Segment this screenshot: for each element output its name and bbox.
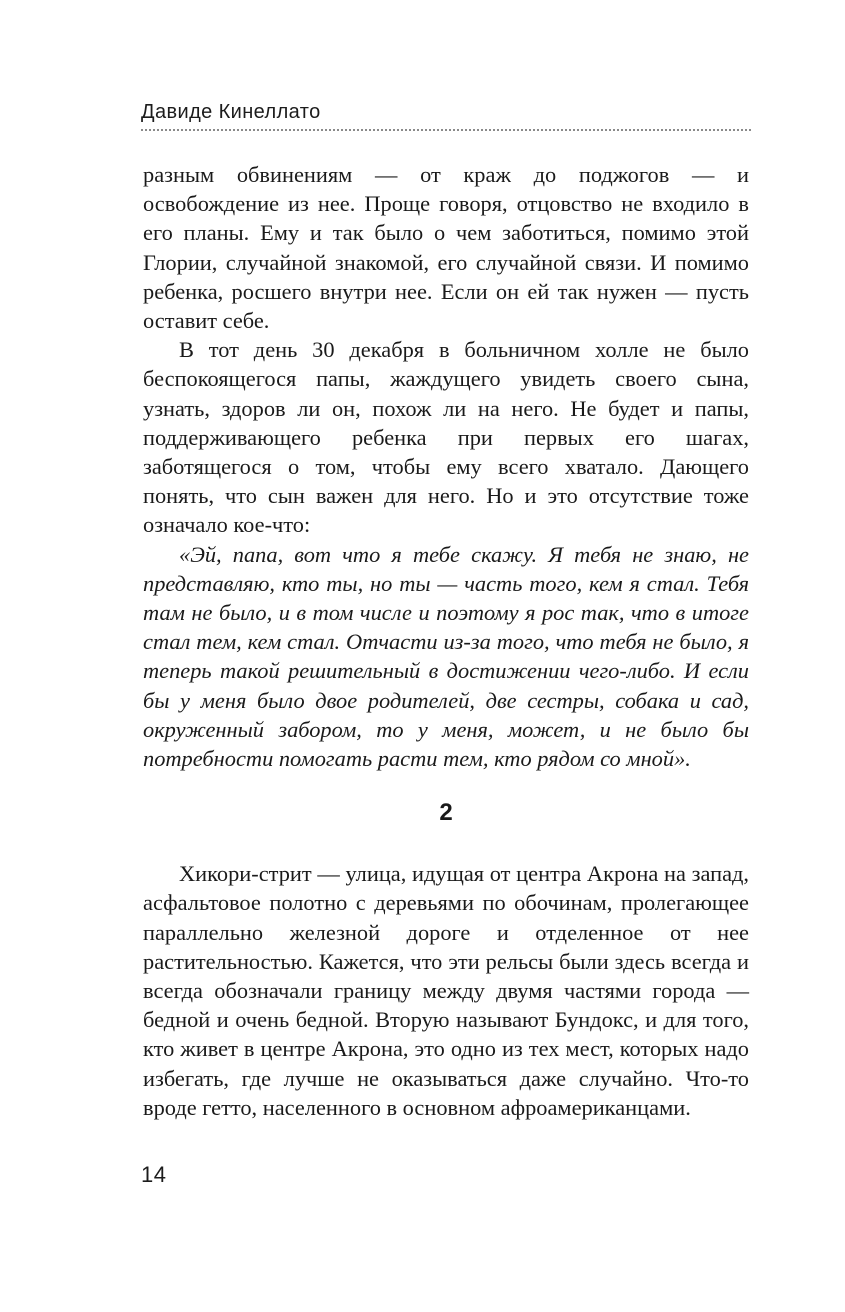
- italic-quote-paragraph: «Эй, папа, вот что я тебе скажу. Я тебя не знаю, не представляю, кто ты, но ты — часть того, кем я стал. Тебя там не было, и в том числе и поэтому я рос так, что в итоге стал тем, кем стал. Отчасти из-за того, что тебя не было, я теперь такой решительный в достижении чего-либо. И если бы у меня было двое родителей, две сестры, собака и сад, окруженный забором, то у меня, может, и не было бы потребности помогать расти тем, кто рядом со мной».: [143, 541, 749, 772]
- page-body: [143, 160, 749, 1122]
- running-header: [141, 100, 751, 131]
- header-dotted-rule: [141, 129, 751, 131]
- chapter-number: 2: [439, 799, 453, 827]
- author-name: Давиде Кинеллато: [141, 101, 321, 123]
- page-number: 14: [141, 1162, 167, 1187]
- body-paragraph: разным обвинениям — от краж до поджогов — и освобождение из нее. Проще говоря, отцовство не входило в его планы. Ему и так было о чем заботиться, помимо этой Глории, случайной знакомой, его случайной связи. И помимо ребенка, росшего внутри нее. Если он ей так нужен — пусть оставит себе.: [143, 162, 749, 334]
- body-paragraph: В тот день 30 декабря в больничном холле не было беспокоящегося папы, жаждущего увидеть своего сына, узнать, здоров ли он, похож ли на него. Не будет и папы, поддерживающего ребенка при первых его шагах, заботящегося о том, чтобы ему всего хватало. Дающего понять, что сын важен для него. Но и это отсутствие тоже означало кое-что:: [143, 337, 749, 538]
- body-paragraph: Хикори-стрит — улица, идущая от центра Акрона на запад, асфальтовое полотно с деревьями по обочинам, пролегающее параллельно железной дороге и отделенное от нее растительностью. Кажется, что эти рельсы были здесь всегда и всегда обозначали границу между двумя частями города — бедной и очень бедной. Вторую называют Бундокс, и для того, кто живет в центре Акрона, это одно из тех мест, которых надо избегать, где лучше не оказываться даже случайно. Что-то вроде гетто, населенного в основном афроамериканцами.: [143, 861, 749, 1120]
